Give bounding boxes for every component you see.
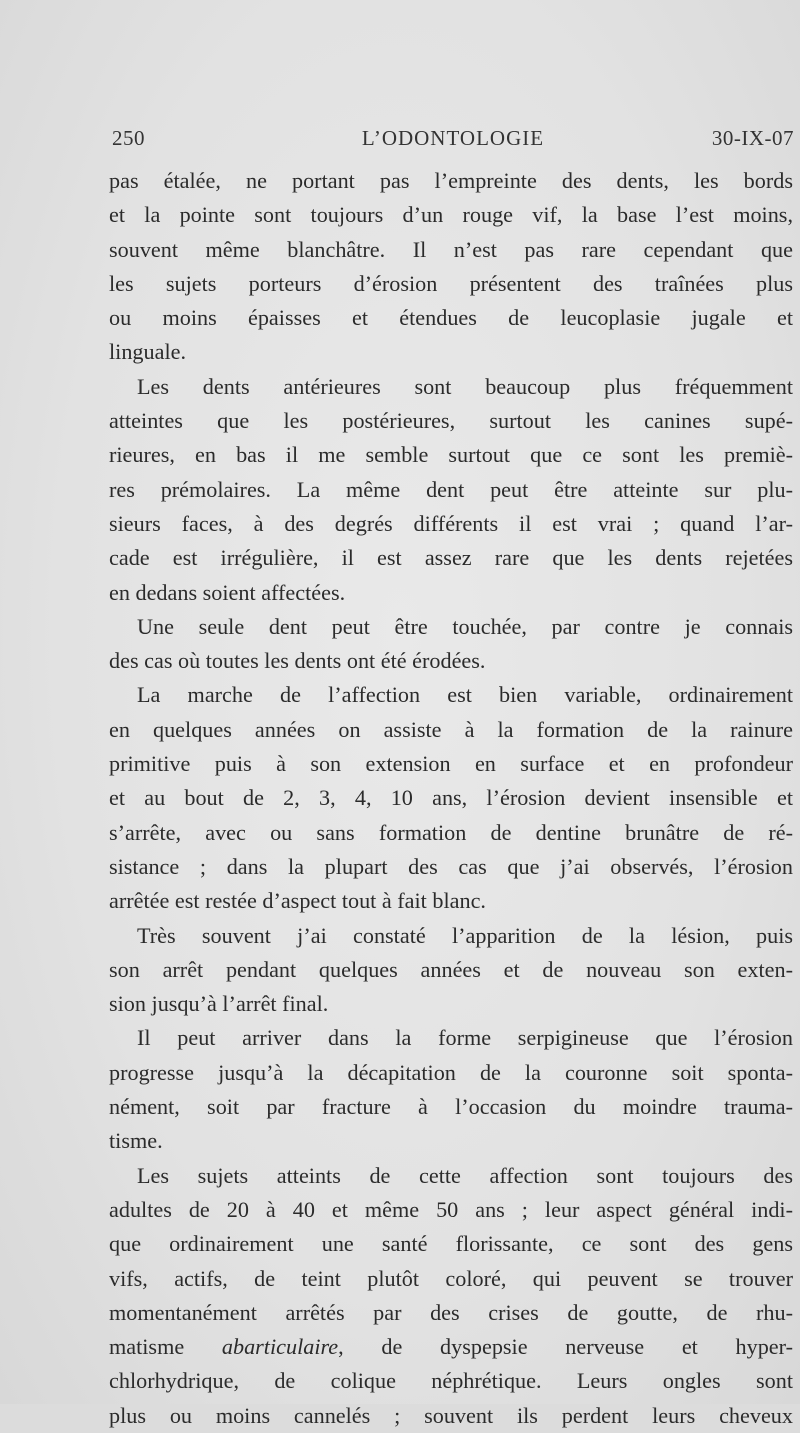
body-text bbox=[109, 164, 793, 1433]
issue-date: 30-IX-07 bbox=[711, 126, 794, 150]
text-line: vifs, actifs, de teint plutôt coloré, qui peuvent se trouver bbox=[109, 1265, 793, 1291]
paragraph-start: Les sujets atteints de cette affection sont toujours des bbox=[137, 1162, 793, 1188]
text-line: atteintes que les postérieures, surtout les canines supé- bbox=[109, 408, 793, 434]
text-line: en quelques années on assiste à la formation de la rainure bbox=[109, 716, 793, 742]
paragraph-start: Une seule dent peut être touchée, par contre je connais bbox=[137, 613, 793, 639]
text-line: chlorhydrique, de colique néphrétique. Leurs ongles sont bbox=[109, 1368, 793, 1394]
page-number: 250 bbox=[112, 126, 145, 150]
text-line: s’arrête, avec ou sans formation de dentine brunâtre de ré- bbox=[109, 819, 793, 845]
text-line: en dedans soient affectées. bbox=[109, 579, 346, 605]
text-line: les sujets porteurs d’érosion présentent des traînées plus bbox=[109, 270, 793, 296]
running-header bbox=[112, 126, 794, 158]
text-fragment: , de dyspepsie nerveuse et hyper- bbox=[338, 1334, 793, 1360]
italic-term: abarticulaire bbox=[221, 1334, 339, 1360]
text-line: sistance ; dans la plupart des cas que j’ai observés, l’érosion bbox=[109, 853, 793, 879]
text-line: adultes de 20 à 40 et même 50 ans ; leur aspect général indi- bbox=[109, 1196, 793, 1222]
text-line: nément, soit par fracture à l’occasion du moindre trauma- bbox=[109, 1094, 793, 1120]
text-line: tisme. bbox=[109, 1128, 163, 1154]
text-line: linguale. bbox=[109, 339, 187, 365]
text-line: souvent même blanchâtre. Il n’est pas rare cependant que bbox=[109, 236, 793, 262]
text-line: son arrêt pendant quelques années et de nouveau son exten- bbox=[109, 956, 793, 982]
text-line: momentanément arrêtés par des crises de goutte, de rhu- bbox=[109, 1299, 793, 1325]
text-line-with-italic bbox=[109, 1330, 793, 1364]
paragraph-start: Il peut arriver dans la forme serpigineuse que l’érosion bbox=[137, 1025, 793, 1051]
text-line: sion jusqu’à l’arrêt final. bbox=[109, 991, 329, 1017]
running-title: L’ODONTOLOGIE bbox=[361, 126, 545, 150]
text-line: cade est irrégulière, il est assez rare que les dents rejetées bbox=[109, 545, 793, 571]
text-line: plus ou moins cannelés ; souvent ils perdent leurs cheveux bbox=[109, 1402, 793, 1428]
text-line: et la pointe sont toujours d’un rouge vif, la base l’est moins, bbox=[109, 202, 793, 228]
text-line: res prémolaires. La même dent peut être atteinte sur plu- bbox=[109, 476, 793, 502]
paragraph-start: Les dents antérieures sont beaucoup plus fréquemment bbox=[137, 373, 793, 399]
text-line: progresse jusqu’à la décapitation de la couronne soit sponta- bbox=[109, 1059, 793, 1085]
paragraph-start: La marche de l’affection est bien variable, ordinairement bbox=[137, 682, 793, 708]
text-line: primitive puis à son extension en surface et en profondeur bbox=[109, 751, 793, 777]
text-line: que ordinairement une santé florissante, ce sont des gens bbox=[109, 1231, 793, 1257]
text-line: sieurs faces, à des degrés différents il est vrai ; quand l’ar- bbox=[109, 510, 793, 536]
text-fragment: matisme bbox=[109, 1334, 222, 1360]
text-line: pas étalée, ne portant pas l’empreinte des dents, les bords bbox=[109, 168, 793, 193]
text-line: et au bout de 2, 3, 4, 10 ans, l’érosion devient insensible et bbox=[109, 785, 793, 811]
paragraph-start: Très souvent j’ai constaté l’apparition de la lésion, puis bbox=[137, 922, 793, 948]
text-line: arrêtée est restée d’aspect tout à fait blanc. bbox=[109, 888, 486, 914]
text-line: ou moins épaisses et étendues de leucoplasie jugale et bbox=[109, 305, 793, 331]
text-line: des cas où toutes les dents ont été érodées. bbox=[109, 648, 486, 674]
text-line: rieures, en bas il me semble surtout que ce sont les premiè- bbox=[109, 442, 793, 468]
